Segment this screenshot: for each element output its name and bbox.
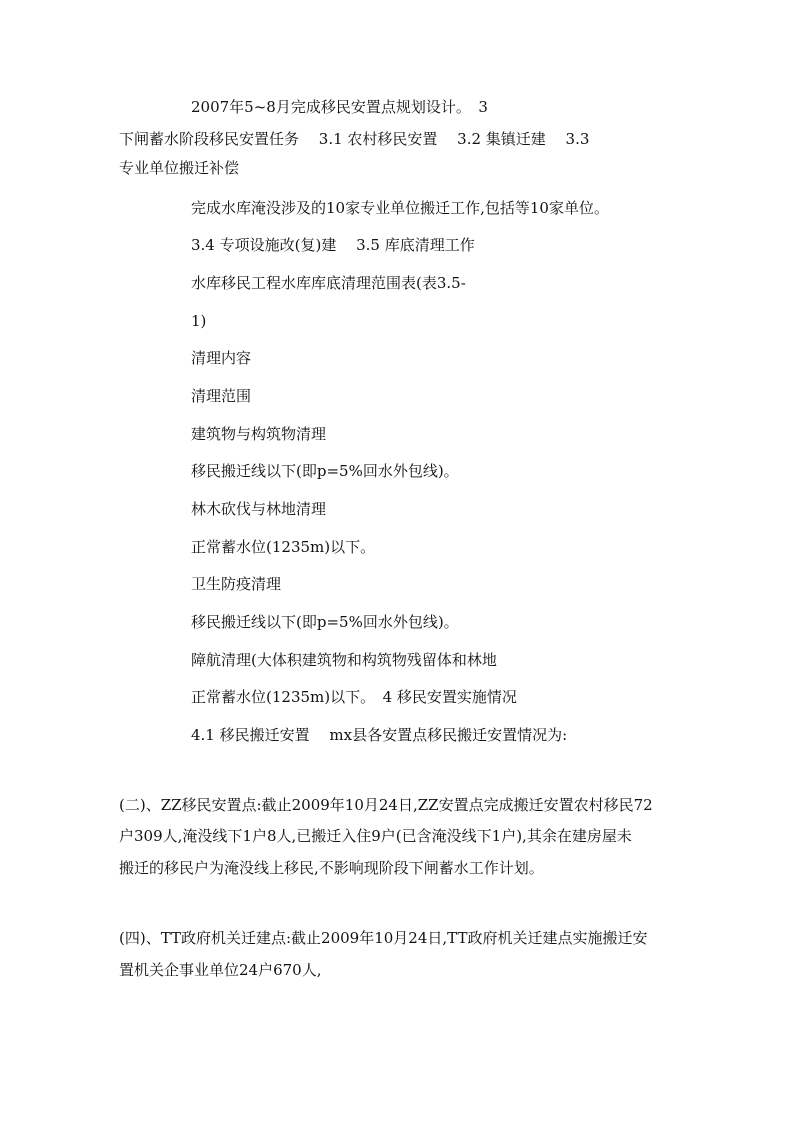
text-line-17: 正常蓄水位(1235m)以下。 4 移民安置实施情况 xyxy=(191,688,517,706)
text-line-18: 4.1 移民搬迁安置 mx县各安置点移民搬迁安置情况为: xyxy=(191,726,568,744)
text-line-11: 移民搬迁线以下(即p=5%回水外包线)。 xyxy=(191,462,459,480)
text-line-12: 林木砍伐与林地清理 xyxy=(191,500,327,518)
text-line-1: 2007年5~8月完成移民安置点规划设计。 3 xyxy=(191,98,488,116)
text-line-19: (二)、ZZ移民安置点:截止2009年10月24日,ZZ安置点完成搬迁安置农村移民72 xyxy=(119,796,653,814)
text-line-8: 清理内容 xyxy=(191,349,252,367)
text-line-23: 置机关企事业单位24户670人, xyxy=(119,961,322,979)
text-line-2: 下闸蓄水阶段移民安置任务 3.1 农村移民安置 3.2 集镇迁建 3.3 xyxy=(119,130,590,148)
text-line-13: 正常蓄水位(1235m)以下。 xyxy=(191,538,376,556)
text-line-14: 卫生防疫清理 xyxy=(191,575,282,593)
text-line-20: 户309人,淹没线下1户8人,已搬迁入住9户(已含淹没线下1户),其余在建房屋未 xyxy=(119,827,632,845)
text-line-15: 移民搬迁线以下(即p=5%回水外包线)。 xyxy=(191,613,459,631)
text-line-10: 建筑物与构筑物清理 xyxy=(191,425,327,443)
text-line-7: 1) xyxy=(191,312,207,330)
text-line-4: 完成水库淹没涉及的10家专业单位搬迁工作,包括等10家单位。 xyxy=(191,199,609,217)
text-line-16: 障航清理(大体积建筑物和构筑物残留体和林地 xyxy=(191,651,497,669)
text-line-5: 3.4 专项设施改(复)建 3.5 库底清理工作 xyxy=(191,236,475,254)
text-line-6: 水库移民工程水库库底清理范围表(表3.5- xyxy=(191,274,466,292)
text-line-22: (四)、TT政府机关迁建点:截止2009年10月24日,TT政府机关迁建点实施搬迁安 xyxy=(119,929,648,947)
text-line-3: 专业单位搬迁补偿 xyxy=(119,159,240,177)
text-line-9: 清理范围 xyxy=(191,387,252,405)
text-line-21: 搬迁的移民户为淹没线上移民,不影响现阶段下闸蓄水工作计划。 xyxy=(119,859,544,877)
